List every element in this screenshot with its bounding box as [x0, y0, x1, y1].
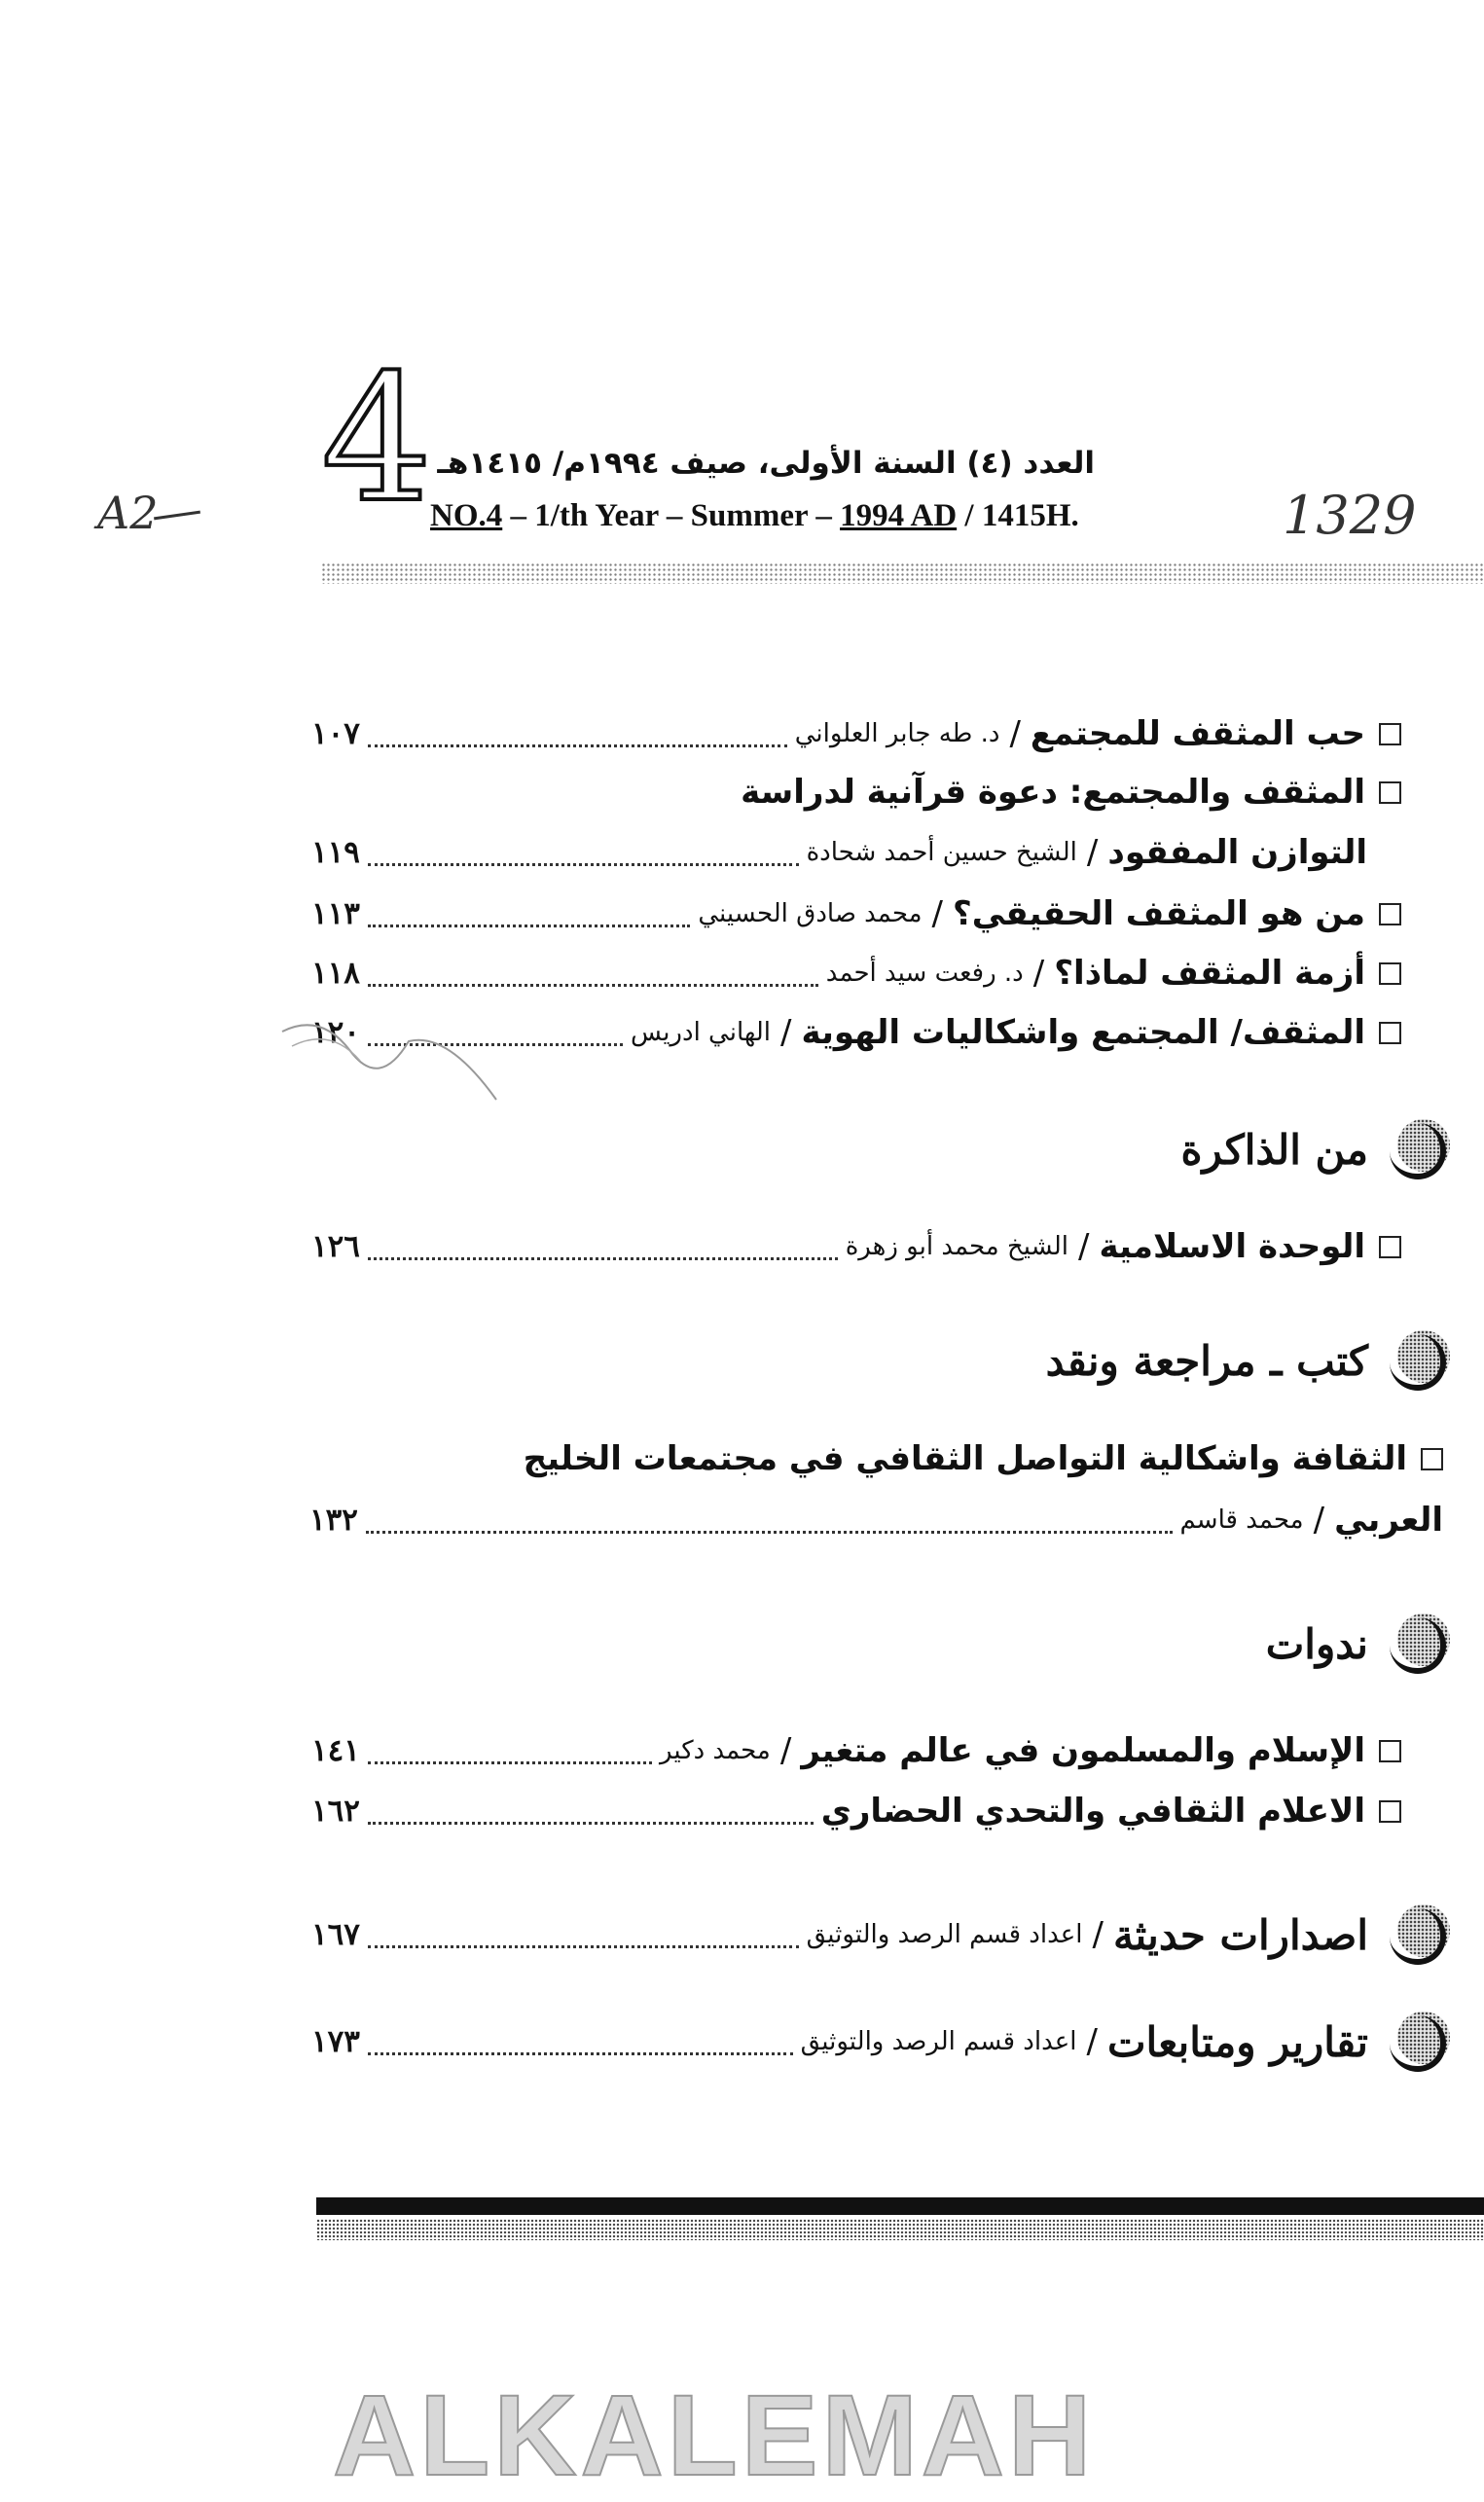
toc-author: الشيخ حسين أحمد شحادة: [806, 838, 1077, 867]
toc-item: الوحدة الاسلامية / الشيخ محمد أبو زهرة ١٢٦: [311, 1220, 1401, 1273]
crescent-icon: [1390, 1614, 1450, 1674]
toc-item: من هو المثقف الحقيقي؟ / محمد صادق الحسيني ١١٣: [311, 888, 1401, 940]
crescent-icon: [1390, 1904, 1450, 1965]
toc-item: التوازن المفقود / الشيخ حسين أحمد شحادة ١١٩: [311, 833, 1367, 872]
toc-item: أزمة المثقف لماذا؟ / د. رفعت سيد أحمد ١١٨: [311, 947, 1401, 999]
toc-page: ١١٣: [311, 896, 360, 931]
leader-dots: [368, 1812, 814, 1825]
toc-page: ١٣٢: [309, 1503, 358, 1538]
toc-page: ١٤١: [311, 1733, 360, 1768]
leader-dots: [366, 1521, 1173, 1534]
leader-dots: [368, 1752, 652, 1764]
checkbox-icon: [1421, 1448, 1443, 1470]
section-heading: تقارير ومتابعات: [1106, 2017, 1368, 2066]
section-heading: من الذاكرة: [1180, 1125, 1368, 1174]
toc-author: محمد دكير: [660, 1736, 771, 1765]
leader-dots: [368, 1936, 799, 1948]
toc-title: الوحدة الاسلامية: [1099, 1227, 1365, 1266]
magazine-logo: ALKALEMAH: [333, 2372, 1096, 2500]
header-dotted-rule: [321, 562, 1484, 584]
toc-item: الإسلام والمسلمون في عالم متغير / محمد دكير ١٤١: [311, 1724, 1401, 1777]
toc-item: العربي / محمد قاسم ١٣٢: [309, 1501, 1443, 1540]
issue-number: NO.4: [430, 498, 503, 533]
toc-title: الإسلام والمسلمون في عالم متغير: [801, 1731, 1365, 1770]
toc-page: ١٠٧: [311, 716, 360, 751]
leader-dots: [368, 735, 787, 747]
toc-item: المثقف/ المجتمع واشكاليات الهوية / الهاني ادريس ١٢٠: [311, 1006, 1401, 1059]
toc-page: ١٧٣: [311, 2024, 360, 2059]
leader-dots: [368, 2043, 793, 2055]
checkbox-icon: [1379, 1800, 1401, 1823]
section-seminars: [1168, 1614, 1450, 1674]
margin-note-left-stroke: [154, 511, 200, 521]
toc-title: المثقف والمجتمع: دعوة قرآنية لدراسة: [741, 773, 1365, 812]
checkbox-icon: [1379, 1236, 1401, 1258]
toc-author: محمد قاسم: [1179, 1505, 1304, 1535]
toc-author: اعداد قسم الرصد والتوثيق: [806, 1920, 1083, 1949]
toc-title: أزمة المثقف لماذا؟: [1054, 954, 1365, 993]
toc-title: من هو المثقف الحقيقي؟: [953, 894, 1365, 933]
leader-dots: [368, 974, 818, 987]
toc-author: اعداد قسم الرصد والتوثيق: [800, 2027, 1077, 2056]
crescent-icon: [1390, 2012, 1450, 2072]
toc-author: الهاني ادريس: [631, 1018, 772, 1047]
toc-page: ١٢٠: [311, 1015, 360, 1050]
toc-item: [311, 1785, 1401, 1837]
crescent-icon: [1390, 1119, 1450, 1179]
toc-page: ١٢٦: [311, 1229, 360, 1264]
section-releases: اصدارات حديثة / اعداد قسم الرصد والتوثيق ١٦٧: [311, 1900, 1450, 1970]
toc-title: الثقافة واشكالية التواصل الثقافي في مجتمعات الخليج: [523, 1439, 1407, 1478]
section-memory: [1070, 1119, 1450, 1179]
section-books: [876, 1330, 1450, 1391]
section-reports: تقارير ومتابعات / اعداد قسم الرصد والتوثيق ١٧٣: [311, 2007, 1450, 2077]
issue-line-arabic: العدد (٤) السنة الأولى، صيف ١٩٩٤م/ ١٤١٥هـ: [437, 446, 1095, 481]
issue-season: Summer: [690, 498, 809, 533]
checkbox-icon: [1379, 781, 1401, 804]
toc-title: حب المثقف للمجتمع: [1030, 714, 1365, 753]
footer-dotted-rule: [316, 2219, 1484, 2240]
leader-dots: [368, 853, 799, 866]
pencil-scribble: [263, 993, 516, 1119]
toc-page: ١١٨: [311, 956, 360, 991]
toc-page: ١٦٧: [311, 1917, 360, 1952]
section-heading: كتب ـ مراجعة ونقد: [1045, 1336, 1368, 1385]
margin-note-left: A2: [97, 487, 159, 539]
leader-dots: [368, 915, 690, 927]
toc-title: المثقف/ المجتمع واشكاليات الهوية: [801, 1013, 1365, 1052]
toc-page: ١٦٢: [311, 1794, 360, 1829]
section-heading: ندوات: [1265, 1619, 1368, 1668]
issue-date-h: / 1415H.: [964, 498, 1079, 533]
toc-title-continued: العربي: [1334, 1501, 1443, 1540]
checkbox-icon: [1379, 1740, 1401, 1762]
toc-title: التوازن المفقود: [1107, 833, 1367, 872]
leader-dots: [368, 1248, 838, 1260]
issue-numeral: 4: [321, 338, 433, 541]
section-heading: اصدارات حديثة: [1112, 1910, 1368, 1959]
checkbox-icon: [1379, 723, 1401, 745]
issue-year: 1/th Year: [534, 498, 659, 533]
toc-item: [311, 766, 1401, 818]
toc-item: حب المثقف للمجتمع / د. طه جابر العلواني ١٠٧: [311, 707, 1401, 760]
toc-author: محمد صادق الحسيني: [698, 899, 923, 928]
margin-note-right: 1329: [1283, 485, 1417, 546]
checkbox-icon: [1379, 903, 1401, 925]
toc-item: [309, 1432, 1443, 1485]
footer-rule: [316, 2197, 1484, 2215]
issue-date-ad: 1994 AD: [840, 498, 958, 533]
toc-author: د. طه جابر العلواني: [794, 719, 1000, 748]
crescent-icon: [1390, 1330, 1450, 1391]
toc-title: الاعلام الثقافي والتحدي الحضاري: [820, 1792, 1365, 1831]
checkbox-icon: [1379, 1022, 1401, 1044]
issue-line-english: NO.4 – 1/th Year – Summer – 1994 AD / 1415H.: [430, 498, 1079, 533]
toc-author: الشيخ محمد أبو زهرة: [845, 1232, 1068, 1261]
toc-page: ١١٩: [311, 835, 360, 870]
checkbox-icon: [1379, 962, 1401, 985]
toc-author: د. رفعت سيد أحمد: [825, 959, 1024, 988]
